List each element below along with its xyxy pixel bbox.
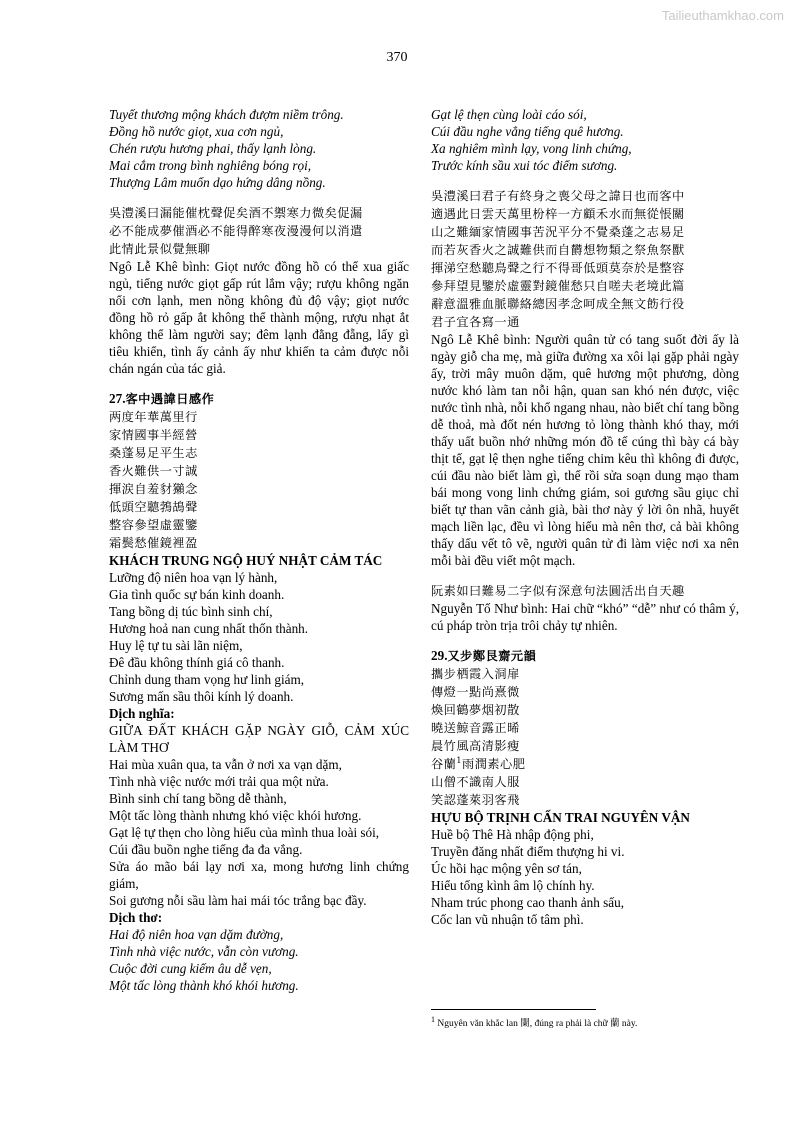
transliteration-line: Huy lệ tự tu sài lãn niệm, — [109, 638, 243, 653]
meaning-line: Cúi đầu buồn nghe tiếng đa đa vắng. — [109, 842, 303, 857]
footnote-text: Nguyên văn khắc lan 闌, đúng ra phải là chữ 蘭 này. — [435, 1019, 638, 1029]
meaning-label: Dịch nghĩa: — [109, 706, 175, 721]
poem-translation-line: Tình nhà việc nước, vẫn còn vương. — [109, 944, 299, 959]
poem-line: Thượng Lâm muốn dạo hứng dâng nồng. — [109, 175, 326, 190]
han-poem-line — [431, 755, 739, 773]
poem-line: Chén rượu hương phai, thấy lạnh lòng. — [109, 141, 317, 156]
transliteration-line: Đê đầu không thính giá cô thanh. — [109, 655, 285, 670]
han-poem-line: 笑認蓬萊羽客飛 — [431, 793, 520, 807]
page-number: 370 — [386, 50, 408, 65]
meaning — [109, 756, 409, 909]
transliteration-line: Gia tình quốc sự bán kinh doanh. — [109, 587, 285, 602]
meaning-title: GIỮA ĐẤT KHÁCH GẶP NGÀY GIỖ, CẢM XÚC LÀM THƠ — [109, 723, 409, 755]
footnote-reference[interactable]: 1 — [456, 755, 462, 765]
han-line: 必不能成夢催酒必不能得醉寒夜漫漫何以消遣 — [109, 224, 363, 238]
section-heading — [109, 390, 409, 408]
han-line: 揮涕空愁聽鳥聲之行不得哥低頭莫奈於是整容 — [431, 261, 685, 275]
transliteration-line: Hiểu tống kình âm lộ chính hy. — [431, 878, 595, 893]
commentary-2-vn: Nguyễn Tố Như bình: Hai chữ “khó” “dễ” như có thâm ý, cú pháp tròn trịa trôi chảy tự nhiên. — [431, 601, 739, 633]
han-line: 君子宜各寫一通 — [431, 315, 520, 329]
han-poem-line: 攜步栖霞入洞扉 — [431, 667, 520, 681]
han-poem-line: 低頭空聽鵓鴣聲 — [109, 500, 198, 514]
han-poem-line-end: 雨潤素心肥 — [461, 757, 526, 771]
han-poem — [109, 408, 409, 552]
poem-line: Tuyết thương mộng khách đượm niềm trông. — [109, 107, 344, 122]
transliteration — [109, 569, 409, 705]
transliteration-line: Huề bộ Thê Hà nhập động phi, — [431, 827, 594, 842]
han-line: 而若灰香火之誠難供而自欝想物類之祭魚祭獸 — [431, 243, 685, 257]
transliteration-line: Chỉnh dung tham vọng hư linh giám, — [109, 672, 305, 687]
section-number: 29. — [431, 648, 448, 663]
han-poem-line: 山僧不識南人服 — [431, 775, 520, 789]
poem-continuation — [431, 106, 739, 174]
poem-translation-line: Cuộc đời cung kiếm âu dễ vẹn, — [109, 961, 272, 976]
poem-line: Xa nghiêm mình lạy, vong linh chứng, — [431, 141, 632, 156]
han-poem-line: 煥回鶴夢烟初散 — [431, 703, 520, 717]
han-poem-line-start: 谷蘭 — [431, 757, 457, 771]
meaning-line: Bình sinh chí tang bồng dễ thành, — [109, 791, 287, 806]
section-number: 27. — [109, 391, 126, 406]
poem-translation-label: Dịch thơ: — [109, 910, 163, 925]
han-line: 山之難緬家情國事苦況平分不覺桑蓬之志易足 — [431, 225, 685, 239]
transliteration-line: Truyền đăng nhất điểm thượng hi vi. — [431, 844, 625, 859]
han-poem-line: 曉送鯨音露正晞 — [431, 721, 520, 735]
han-commentary — [109, 204, 409, 258]
han-poem-line: 家情國事半經營 — [109, 428, 198, 442]
han-poem-line: 傳燈一點尚熹微 — [431, 685, 520, 699]
han-poem-line: 整容參望虛靈鑒 — [109, 518, 198, 532]
footnote — [431, 1014, 741, 1030]
transliteration-line: Cốc lan vũ nhuận tố tâm phì. — [431, 912, 584, 927]
meaning-line: Một tấc lòng thành nhưng khó việc khói hương. — [109, 808, 362, 823]
han-poem-line: 揮涙自羞豺獺念 — [109, 482, 198, 496]
poem-line: Gạt lệ thẹn cùng loài cáo sói, — [431, 107, 587, 122]
han-line: 吳澧溪曰君子有終身之喪父母之諱日也而客中 — [431, 189, 685, 203]
watermark: Tailieuthamkhao.com — [661, 8, 784, 23]
han-poem-line: 香火難供一寸誠 — [109, 464, 198, 478]
meaning-line: Hai mùa xuân qua, ta vẫn ở nơi xa vạn dặm, — [109, 757, 342, 772]
han-poem-line: 晨竹風高清影瘦 — [431, 739, 520, 753]
han-poem-line: 两度年華萬里行 — [109, 410, 198, 424]
han-poem-line: 桑蓬易足平生志 — [109, 446, 198, 460]
han-poem — [431, 665, 739, 809]
section-title-han: 客中遇諱日感作 — [125, 392, 215, 406]
han-poem-line: 霜鬓愁催鏡裡盈 — [109, 536, 198, 550]
poem-line: Trước kính sầu xui tóc điểm sương. — [431, 158, 618, 173]
transliteration-title: KHÁCH TRUNG NGỘ HUÝ NHẬT CẢM TÁC — [109, 553, 383, 568]
transliteration-line: Sương mấn sầu thôi kính lý doanh. — [109, 689, 294, 704]
meaning-line: Gạt lệ tự thẹn cho lòng hiếu của mình thua loài sói, — [109, 825, 380, 840]
han-line: 參拜望見鑒於虛靈對鏡催愁只自嗟夫老境此篇 — [431, 279, 685, 293]
poem-line: Mai cắm trong bình nghiêng bóng rọi, — [109, 158, 312, 173]
commentary-vn: Ngô Lễ Khê bình: Người quân tử có tang suốt đời ấy là ngày giỗ cha mẹ, mà giữa đường xa xôi lại gặp phải ngày ấy, trời mây muôn dặm, quê hương một phương, dòng nước khó làm tan nỗi hận, quan san khó nén được, việc nước tình nhà, nỗi khổ ngang nhau, nào biết chí tang bồng dễ thoả, mà đốt nén hương tỏ lòng thành khó thay, mới thấy uất buồn nhớ những món đồ tế cúng thì bày cá bày thịt tế, gạt lệ thẹn nghe tiếng chim kêu thì không đi được, cúi đầu nào biết làm gì, thế rồi sửa soạn dung mạo tham bái mong vong linh chứng giám, soi gương sầu giục chỉ biết tự than vãn cảnh già, bài thơ này ý lời ôn nhã, huyết mạch liền lạc, đều vì lòng hiếu mà nên thơ, cả bài không thấy dấu vết tô vẽ, người quân tử đi làm việc nơi xa nên mỗi bài đều viết một mạch. — [431, 332, 739, 568]
transliteration-title: HỰU BỘ TRỊNH CẤN TRAI NGUYÊN VẬN — [431, 810, 690, 825]
poem-translation-line: Một tấc lòng thành khó khói hương. — [109, 978, 299, 993]
section-heading — [431, 647, 739, 665]
footnote-divider — [431, 1009, 596, 1010]
poem-translation — [109, 926, 409, 994]
footnote-marker: 1 — [431, 1014, 435, 1024]
meaning-line: Tình nhà việc nước mới trải qua một nửa. — [109, 774, 329, 789]
transliteration-line: Tang bồng dị túc bình sinh chí, — [109, 604, 273, 619]
left-column — [109, 106, 409, 994]
han-line: 此情此景似覺無聊 — [109, 242, 211, 256]
right-column — [431, 106, 739, 928]
commentary-vn: Ngô Lễ Khê bình: Giọt nước đồng hồ có thể xua giấc ngủ, tiếng nước giọt gấp rút lắm vậy; rượu không ngăn nổi cơn lạnh, men nồng không đủ độ vậy; giọt nước đồng hồ rỏ gấp ắt không thể thành mộng, rượu nhạt ắt không thể làm người say; đêm lạnh đằng đẵng, lấy gì tiêu khiển, tình ấy cảnh ấy như khiến ta cảm được nỗi chán ngán của tác giả. — [109, 259, 409, 376]
section-title-han: 又步鄭艮齋元韻 — [447, 649, 537, 663]
han-commentary — [431, 187, 739, 331]
han-line: 吳澧溪曰漏能催枕聲促矣酒不禦寒力微矣促漏 — [109, 206, 363, 220]
han-line: 適遇此日雲天萬里枌梓一方顧禾水而無從悵關 — [431, 207, 685, 221]
transliteration-line: Lưỡng độ niên hoa vạn lý hành, — [109, 570, 278, 585]
transliteration-line: Nham trúc phong cao thanh ảnh sấu, — [431, 895, 624, 910]
poem-line: Cúi đầu nghe vẳng tiếng quê hương. — [431, 124, 624, 139]
poem-translation-line: Hai độ niên hoa vạn dặm đường, — [109, 927, 284, 942]
meaning-line: Soi gương nỗi sầu làm hai mái tóc trắng bạc đầy. — [109, 893, 367, 908]
transliteration-line: Úc hồi hạc mộng yên sơ tán, — [431, 861, 582, 876]
transliteration — [431, 826, 739, 928]
han-commentary-2: 阮素如曰難易二字似有深意句法圓活出自天趣 — [431, 584, 685, 598]
transliteration-line: Hương hoả nan cung nhất thốn thành. — [109, 621, 309, 636]
poem-intro — [109, 106, 409, 191]
han-line: 辭意溫雅血脈聯絡總因孝念呵成全無文飭行役 — [431, 297, 685, 311]
poem-line: Đồng hồ nước giọt, xua cơn ngủ, — [109, 124, 284, 139]
meaning-line: Sửa áo mão bái lạy nơi xa, mong hương linh chứng giám, — [109, 859, 409, 891]
